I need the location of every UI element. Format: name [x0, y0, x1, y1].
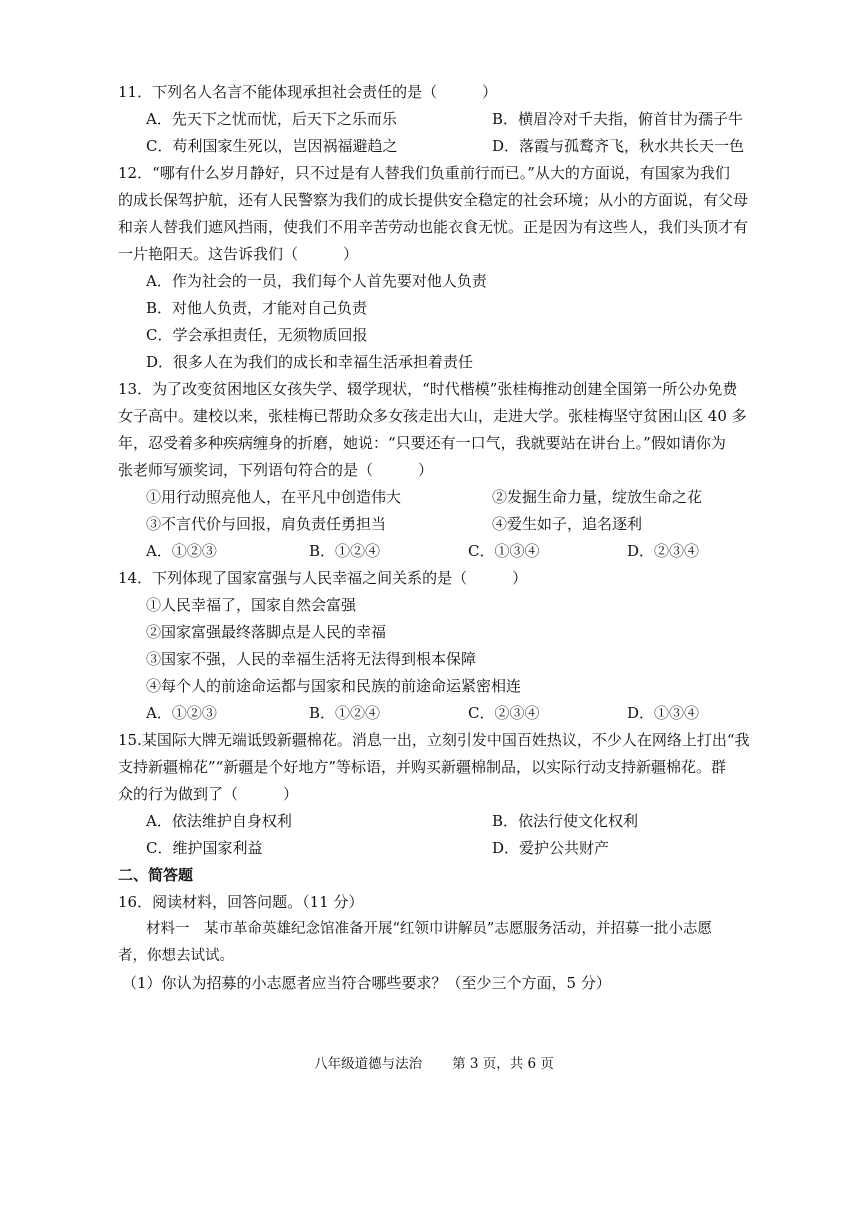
q11-option-a: A．先天下之忧而忧，后天下之乐而乐: [146, 110, 397, 128]
q12-option-b: B．对他人负责，才能对自己负责: [146, 299, 368, 317]
q14-option-a: A．①②③: [146, 704, 217, 722]
q15-option-d: D．爱护公共财产: [492, 839, 610, 857]
q13-stem-line: 年，忍受着多种疾病缠身的折磨，她说：“只要还有一口气，我就要站在讲台上。”假如请你为: [118, 434, 726, 452]
q16-sub-question-1: （1）你认为招募的小志愿者应当符合哪些要求？（至少三个方面，5 分）: [122, 974, 611, 992]
q13-item-2: ②发掘生命力量，绽放生命之花: [492, 488, 703, 506]
q15-stem-line: 15.某国际大牌无端诋毁新疆棉花。消息一出，立刻引发中国百姓热议，不少人在网络上打出“我: [118, 731, 750, 749]
q16-material-line: 者，你想去试试。: [118, 948, 234, 964]
q12-option-a: A．作为社会的一员，我们每个人首先要对他人负责: [146, 272, 487, 290]
q15-option-a: A．依法维护自身权利: [146, 812, 292, 830]
q14-item-4: ④每个人的前途命运都与国家和民族的前途命运紧密相连: [146, 677, 522, 695]
q12-stem-line: 和亲人替我们遮风挡雨，使我们不用辛苦劳动也能衣食无忧。正是因为有这些人，我们头顶才有: [118, 218, 749, 236]
q15-option-b: B．依法行使文化权利: [492, 812, 639, 830]
q13-item-3: ③不言代价与回报，肩负责任勇担当: [146, 515, 387, 533]
q13-stem-line: 张老师写颁奖词，下列语句符合的是（ ）: [118, 461, 434, 479]
footer-subject: 八年级道德与法治: [314, 1056, 423, 1072]
q13-option-c: C．①③④: [468, 542, 540, 560]
q14-item-2: ②国家富强最终落脚点是人民的幸福: [146, 623, 387, 641]
section-heading: 二、简答题: [118, 866, 194, 884]
q11-option-d: D．落霞与孤鹜齐飞，秋水共长天一色: [492, 137, 745, 155]
q12-stem-line: 一片艳阳天。这告诉我们（ ）: [118, 245, 359, 263]
q13-option-b: B．①②④: [309, 542, 381, 560]
q15-stem-line: 众的行为做到了（ ）: [118, 785, 299, 803]
q15-stem-line: 支持新疆棉花”“新疆是个好地方”等标语，并购买新疆棉制品，以实际行动支持新疆棉花。群: [118, 758, 727, 776]
q14-stem: 14．下列体现了国家富强与人民幸福之间关系的是（ ）: [118, 569, 528, 587]
q11-option-b: B．横眉冷对千夫指，俯首甘为孺子牛: [492, 110, 744, 128]
q16-material-line: 材料一 某市革命英雄纪念馆准备开展“红领巾讲解员”志愿服务活动，并招募一批小志愿: [146, 921, 712, 937]
q13-stem-line: 13．为了改变贫困地区女孩失学、辍学现状，“时代楷模”张桂梅推动创建全国第一所公办免费: [118, 380, 738, 398]
q12-stem-line: 12．“哪有什么岁月静好，只不过是有人替我们负重前行而已。”从大的方面说，有国家为我们: [118, 164, 730, 182]
q14-option-b: B．①②④: [309, 704, 381, 722]
q16-stem: 16．阅读材料，回答问题。（11 分）: [118, 893, 364, 911]
q13-option-d: D．②③④: [627, 542, 700, 560]
q13-item-4: ④爱生如子，追名逐利: [492, 515, 643, 533]
q12-stem-line: 的成长保驾护航，还有人民警察为我们的成长提供安全稳定的社会环境；从小的方面说，有父母: [118, 191, 749, 209]
q14-item-1: ①人民幸福了，国家自然会富强: [146, 596, 357, 614]
q15-option-c: C．维护国家利益: [146, 839, 263, 857]
q13-option-a: A．①②③: [146, 542, 217, 560]
q14-option-d: D．①③④: [627, 704, 700, 722]
footer-page-number: 第 3 页，共 6 页: [452, 1056, 554, 1072]
q11-option-c: C．苟利国家生死以，岂因祸福避趋之: [146, 137, 398, 155]
q13-item-1: ①用行动照亮他人，在平凡中创造伟大: [146, 488, 402, 506]
q12-option-c: C．学会承担责任，无须物质回报: [146, 326, 368, 344]
page-footer: [0, 1052, 868, 1072]
q12-option-d: D．很多人在为我们的成长和幸福生活承担着责任: [146, 353, 474, 371]
q11-stem: 11．下列名人名言不能体现承担社会责任的是（ ）: [118, 83, 498, 101]
q13-stem-line: 女子高中。建校以来，张桂梅已帮助众多女孩走出大山，走进大学。张桂梅坚守贫困山区 40 多: [118, 407, 747, 425]
q14-item-3: ③国家不强，人民的幸福生活将无法得到根本保障: [146, 650, 477, 668]
q14-option-c: C．②③④: [468, 704, 540, 722]
